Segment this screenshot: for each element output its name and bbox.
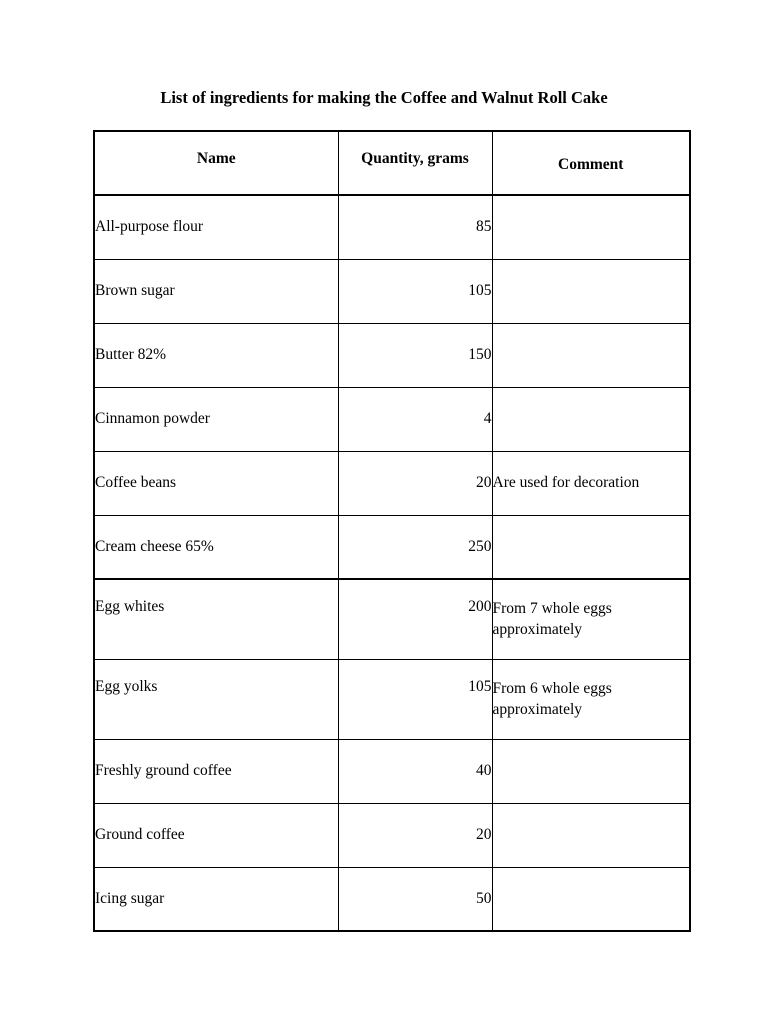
ingredient-comment bbox=[492, 387, 690, 451]
column-header-quantity: Quantity, grams bbox=[338, 131, 492, 195]
ingredient-quantity: 20 bbox=[338, 451, 492, 515]
table-row bbox=[94, 515, 690, 579]
ingredient-name: Cream cheese 65% bbox=[94, 515, 338, 579]
column-header-comment: Comment bbox=[492, 131, 690, 195]
ingredient-quantity: 250 bbox=[338, 515, 492, 579]
ingredients-table bbox=[93, 130, 691, 932]
ingredient-quantity: 200 bbox=[338, 579, 492, 659]
ingredient-quantity: 85 bbox=[338, 195, 492, 259]
table-row bbox=[94, 579, 690, 659]
table-row bbox=[94, 323, 690, 387]
ingredient-quantity: 105 bbox=[338, 259, 492, 323]
table-row bbox=[94, 451, 690, 515]
ingredient-quantity: 4 bbox=[338, 387, 492, 451]
table-header-row bbox=[94, 131, 690, 195]
ingredient-quantity: 40 bbox=[338, 739, 492, 803]
table-row bbox=[94, 739, 690, 803]
ingredient-comment: From 7 whole eggs approximately bbox=[492, 579, 690, 659]
ingredient-name: Ground coffee bbox=[94, 803, 338, 867]
ingredient-name: Brown sugar bbox=[94, 259, 338, 323]
table-row bbox=[94, 803, 690, 867]
ingredient-quantity: 50 bbox=[338, 867, 492, 931]
ingredient-comment bbox=[492, 323, 690, 387]
ingredient-comment bbox=[492, 739, 690, 803]
ingredient-comment bbox=[492, 195, 690, 259]
table-row bbox=[94, 867, 690, 931]
ingredient-comment bbox=[492, 515, 690, 579]
table-row bbox=[94, 659, 690, 739]
table-row bbox=[94, 259, 690, 323]
ingredient-quantity: 105 bbox=[338, 659, 492, 739]
table-row bbox=[94, 195, 690, 259]
ingredient-name: Freshly ground coffee bbox=[94, 739, 338, 803]
ingredient-quantity: 20 bbox=[338, 803, 492, 867]
ingredient-name: Butter 82% bbox=[94, 323, 338, 387]
ingredient-comment bbox=[492, 867, 690, 931]
table-row bbox=[94, 387, 690, 451]
ingredient-name: Egg whites bbox=[94, 579, 338, 659]
ingredient-name: All-purpose flour bbox=[94, 195, 338, 259]
ingredient-comment bbox=[492, 259, 690, 323]
ingredient-comment: Are used for decoration bbox=[492, 451, 690, 515]
ingredient-name: Cinnamon powder bbox=[94, 387, 338, 451]
ingredient-quantity: 150 bbox=[338, 323, 492, 387]
ingredient-name: Egg yolks bbox=[94, 659, 338, 739]
ingredient-comment: From 6 whole eggs approximately bbox=[492, 659, 690, 739]
ingredient-name: Icing sugar bbox=[94, 867, 338, 931]
document-title: List of ingredients for making the Coffee and Walnut Roll Cake bbox=[160, 88, 608, 107]
ingredient-name: Coffee beans bbox=[94, 451, 338, 515]
column-header-name: Name bbox=[94, 131, 338, 195]
ingredient-comment bbox=[492, 803, 690, 867]
